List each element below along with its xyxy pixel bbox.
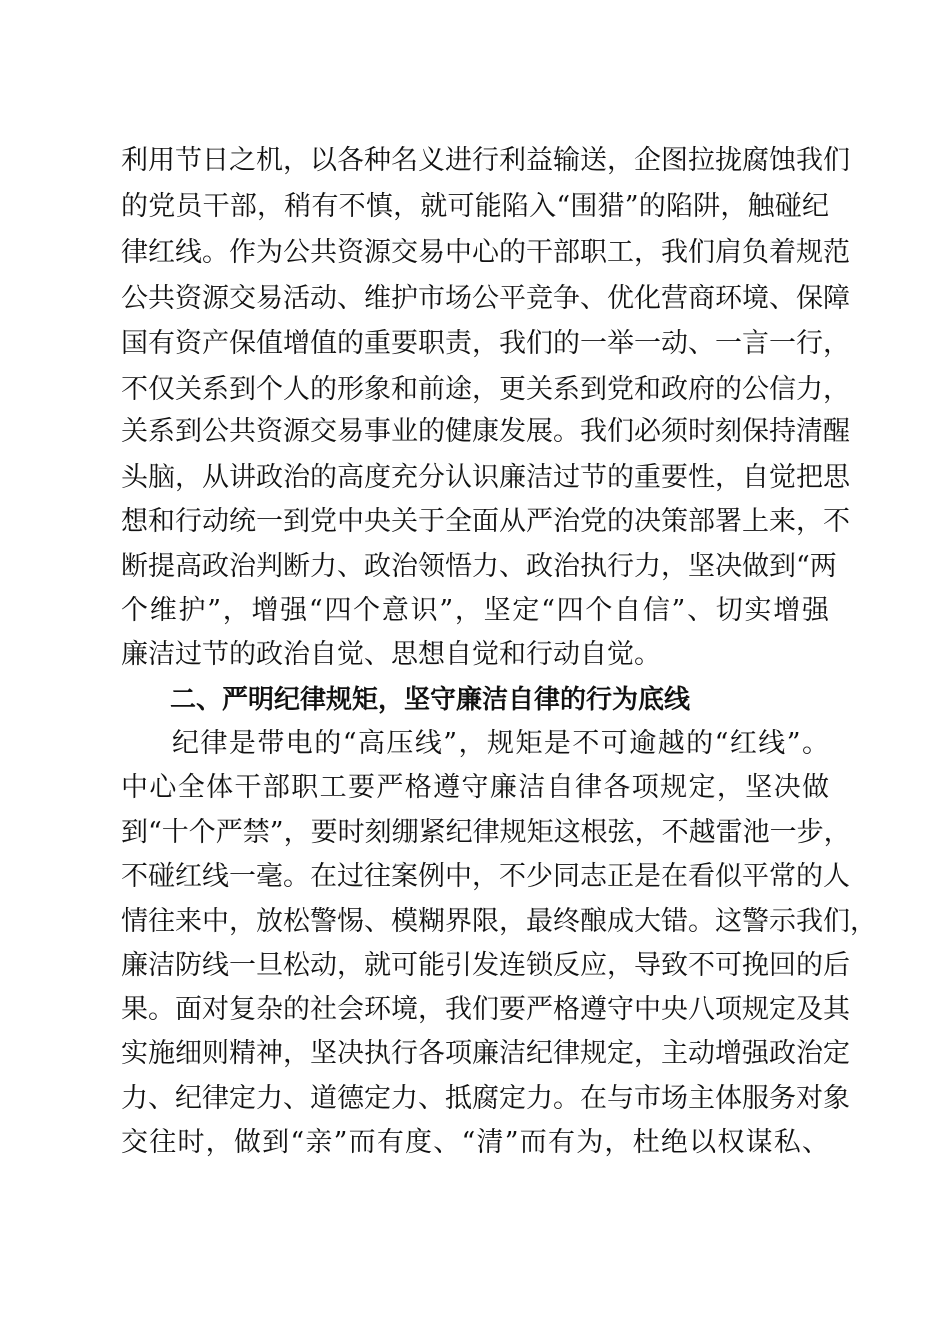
paragraph-1-line-1: 利用节日之机，以各种名义进行利益输送，企图拉拢腐蚀我们: [121, 145, 850, 176]
paragraph-1-line-6: 不仅关系到个人的形象和前途，更关系到党和政府的公信力，: [121, 374, 850, 405]
paragraph-2-line-8: 实施细则精神，坚决执行各项廉洁纪律规定，主动增强政治定: [121, 1038, 850, 1069]
section-heading-2: 二、严明纪律规矩，坚守廉洁自律的行为底线: [170, 685, 691, 715]
paragraph-2-line-2: 中心全体干部职工要严格遵守廉洁自律各项规定，坚决做: [121, 772, 829, 803]
paragraph-2-line-7: 果。面对复杂的社会环境，我们要严格遵守中央八项规定及其: [121, 994, 850, 1025]
paragraph-1-line-4: 公共资源交易活动、维护市场公平竞争、优化营商环境、保障: [121, 283, 850, 314]
paragraph-2-line-4: 不碰红线一毫。在过往案例中，不少同志正是在看似平常的人: [121, 861, 850, 892]
paragraph-2-line-3: 到“十个严禁”，要时刻绷紧纪律规矩这根弦，不越雷池一步，: [121, 817, 851, 848]
paragraph-1-line-8: 头脑，从讲政治的高度充分认识廉洁过节的重要性，自觉把思: [121, 462, 850, 493]
paragraph-2-line-6: 廉洁防线一旦松动，就可能引发连锁反应，导致不可挽回的后: [121, 950, 850, 981]
paragraph-2-line-5: 情往来中，放松警惕、模糊界限，最终酿成大错。这警示我们，: [121, 906, 877, 937]
paragraph-1-line-3: 律红线。作为公共资源交易中心的干部职工，我们肩负着规范: [121, 237, 850, 268]
paragraph-1-line-9: 想和行动统一到党中央关于全面从严治党的决策部署上来，不: [121, 506, 850, 537]
paragraph-1-line-2: 的党员干部，稍有不慎，就可能陷入“围猎”的陷阱，触碰纪: [121, 191, 829, 222]
paragraph-2-line-1: 纪律是带电的“高压线”，规矩是不可逾越的“红线”。: [172, 728, 829, 759]
paragraph-2-line-9: 力、纪律定力、道德定力、抵腐定力。在与市场主体服务对象: [121, 1083, 850, 1114]
paragraph-1-line-11: 个维护”，增强“四个意识”，坚定“四个自信”、切实增强: [121, 595, 829, 626]
paragraph-2-line-10: 交往时，做到“亲”而有度、“清”而有为，杜绝以权谋私、: [121, 1127, 829, 1158]
paragraph-1-line-12: 廉洁过节的政治自觉、思想自觉和行动自觉。: [121, 639, 661, 670]
paragraph-1-line-5: 国有资产保值增值的重要职责，我们的一举一动、一言一行，: [121, 328, 850, 359]
paragraph-1-line-10: 断提高政治判断力、政治领悟力、政治执行力，坚决做到“两: [121, 551, 837, 582]
paragraph-1-line-7: 关系到公共资源交易事业的健康发展。我们必须时刻保持清醒: [121, 416, 850, 447]
